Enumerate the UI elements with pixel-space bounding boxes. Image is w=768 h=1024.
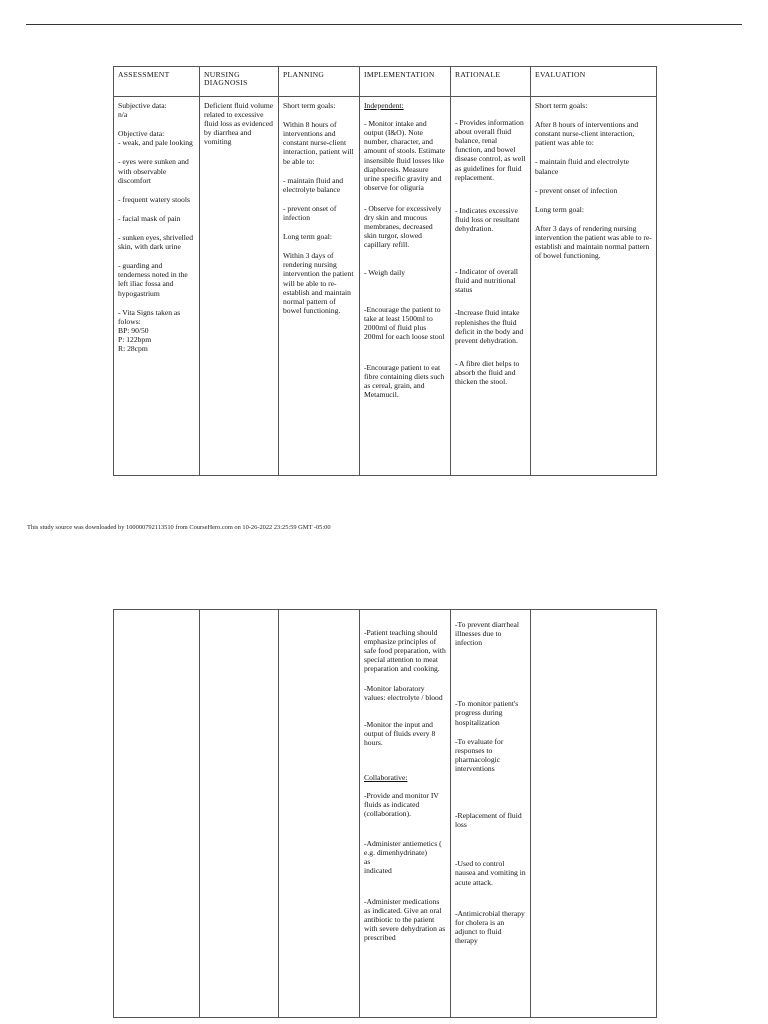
assessment-cell-empty xyxy=(114,610,200,1018)
rationale-item: -Used to control nausea and vomiting in acute attack. xyxy=(455,859,526,887)
implementation-item: - Observe for excessively dry skin and mucous membranes, decreased skin turgor, slowed capillary refill. xyxy=(364,203,442,250)
top-rule xyxy=(26,24,742,25)
header-assessment: ASSESSMENT xyxy=(114,67,200,97)
implementation-collaborative-heading: Collaborative: xyxy=(364,773,408,783)
implementation-independent-heading: Independent: xyxy=(364,101,404,110)
implementation-item: - Monitor intake and output (I&O). Note number, character, and amount of stools. Estimate insensible fluid losses like diaphoresis. Measure urine specific gravity and observe for oliguria xyxy=(364,119,445,192)
implementation-item: -Encourage the patient to take at least 1500ml to 2000ml of fluid plus 200ml for each loose stool xyxy=(364,304,445,341)
assessment-vital-signs: - Vita Signs taken as folows: BP: 90/50 P: 122bpm R: 28cpm xyxy=(118,307,181,354)
implementation-item: -Encourage patient to eat fibre containing diets such as cereal, grain, and Metamucil. xyxy=(364,363,445,400)
implementation-cell xyxy=(360,610,451,1018)
assessment-subjective: Subjective data: n/a xyxy=(118,101,167,120)
download-footer: This study source was downloaded by 100000792113510 from CourseHero.com on 10-26-2022 23:25:59 GMT -05:00 xyxy=(27,524,331,531)
planning-long-term-goal: Within 3 days of rendering nursing intervention the patient will be able to re-establish and maintain normal pattern of bowel functioning. xyxy=(283,251,354,315)
planning-cell-empty xyxy=(279,610,360,1018)
header-evaluation: EVALUATION xyxy=(531,67,657,97)
rationale-item: - Provides information about overall fluid balance, renal function, and bowel disease control, as well as guidelines for fluid replacement. xyxy=(455,118,526,182)
rationale-cell xyxy=(451,97,531,476)
implementation-collab-item: -Administer antiemetics ( e.g. dimenhydrinate) as indicated xyxy=(364,838,442,875)
planning-goal: - prevent onset of infection xyxy=(283,203,337,222)
assessment-item: - frequent watery stools xyxy=(118,194,190,204)
planning-short-term-heading: Short term goals: xyxy=(283,101,336,110)
implementation-collab-item: -Administer medications as indicated. Give an oral antibiotic to the patient with severe dehydration as prescribed xyxy=(364,896,446,943)
care-plan-table-page-1 xyxy=(113,66,657,476)
evaluation-cell xyxy=(531,97,657,476)
care-plan-table-page-2 xyxy=(113,609,657,1018)
implementation-item: -Monitor laboratory values: electrolyte / blood xyxy=(364,683,443,702)
header-rationale: RATIONALE xyxy=(451,67,531,97)
care-plan-row xyxy=(114,97,657,476)
evaluation-long-term-goal: After 3 days of rendering nursing intervention the patient was able to re-establish and maintain normal pattern of bowel functioning. xyxy=(535,223,652,261)
header-implementation: IMPLEMENTATION xyxy=(360,67,451,97)
rationale-item: -To evaluate for responses to pharmacologic interventions xyxy=(455,736,504,773)
care-plan-row xyxy=(114,610,657,1018)
rationale-item: -Replacement of fluid loss xyxy=(455,811,522,830)
implementation-collab-item: -Provide and monitor IV fluids as indicated (collaboration). xyxy=(364,791,439,819)
implementation-item: -Patient teaching should emphasize principles of safe food preparation, with special attention to meat preparation and cooking. xyxy=(364,628,446,674)
assessment-item: - eyes were sunken and with observable discomfort xyxy=(118,157,189,185)
planning-goal: - maintain fluid and electrolyte balance xyxy=(283,175,344,194)
rationale-item: -Increase fluid intake replenishes the fluid deficit in the body and prevent dehydration. xyxy=(455,308,524,345)
evaluation-cell-empty xyxy=(531,610,657,1018)
assessment-item: - guarding and tenderness noted in the left iliac fossa and hypogastrium xyxy=(118,261,188,298)
header-planning: PLANNING xyxy=(279,67,360,97)
planning-cell xyxy=(279,97,360,476)
evaluation-short-term-heading: Short term goals: xyxy=(535,101,588,110)
implementation-item: -Monitor the input and output of fluids every 8 hours. xyxy=(364,719,436,747)
rationale-item: - Indicates excessive fluid loss or resultant dehydration. xyxy=(455,205,520,233)
assessment-objective: Objective data: - weak, and pale looking xyxy=(118,129,193,148)
header-nursing-diagnosis: NURSING DIAGNOSIS xyxy=(200,67,279,97)
rationale-item: - A fibre diet helps to absorb the fluid and thicken the stool. xyxy=(455,358,520,387)
planning-long-term-heading: Long term goal: xyxy=(283,232,332,242)
assessment-item: - facial mask of pain xyxy=(118,213,181,223)
evaluation-goal: - prevent onset of infection xyxy=(535,185,618,195)
assessment-cell xyxy=(114,97,200,476)
rationale-item: -To prevent diarrheal illnesses due to infection xyxy=(455,620,519,648)
rationale-item: -To monitor patient's progress during hospitalization xyxy=(455,699,519,727)
implementation-cell xyxy=(360,97,451,476)
evaluation-long-term-heading: Long term goal: xyxy=(535,204,584,214)
nursing-diagnosis-text: Deficient fluid volume related to excessive fluid loss as evidenced by diarrhea and vomiting xyxy=(204,101,274,147)
rationale-cell xyxy=(451,610,531,1018)
nursing-diagnosis-cell xyxy=(200,97,279,476)
assessment-item: - sunken eyes, shrivelled skin, with dark urine xyxy=(118,232,194,252)
rationale-item: -Antimicrobial therapy for cholera is an adjunct to fluid therapy xyxy=(455,908,525,945)
rationale-item: - Indicator of overall fluid and nutritional status xyxy=(455,267,519,295)
implementation-item: - Weigh daily xyxy=(364,267,406,277)
header-row xyxy=(114,67,657,97)
evaluation-goal: - maintain fluid and electrolyte balance xyxy=(535,157,630,176)
nursing-diagnosis-cell-empty xyxy=(200,610,279,1018)
planning-short-term-intro: Within 8 hours of interventions and constant nurse-client interaction, patient will be able to: xyxy=(283,120,354,166)
evaluation-short-term-intro: After 8 hours of interventions and constant nurse-client interaction, patient was able to: xyxy=(535,120,639,148)
